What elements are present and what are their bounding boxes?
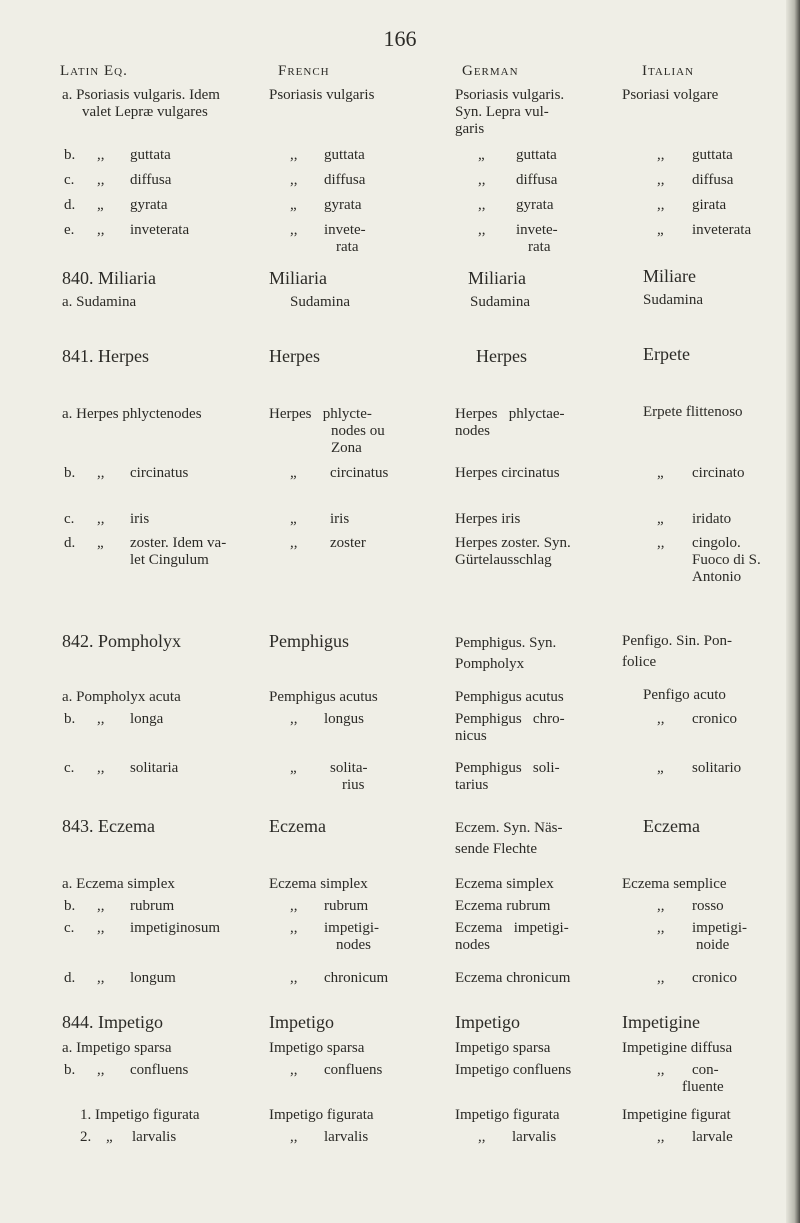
italian-term: inveterata (692, 222, 752, 238)
italian-term: Erpete flittenoso (643, 404, 743, 420)
ditto-mark: „ (290, 760, 297, 776)
ditto-mark: ,, (478, 222, 486, 238)
latin-term: rubrum (130, 898, 175, 914)
german-term: gyrata (516, 197, 554, 213)
ditto-mark: ,, (657, 535, 665, 551)
ditto-mark: ,, (290, 147, 298, 163)
ditto-mark: ,, (97, 711, 105, 727)
german-term: Herpes (476, 346, 527, 366)
german-term: invete- rata (516, 222, 558, 255)
ditto-mark: ,, (657, 147, 665, 163)
ditto-mark: ,, (290, 1062, 298, 1078)
french-term: guttata (324, 147, 365, 163)
german-term: Pemphigus chro- nicus (455, 711, 565, 744)
ditto-mark: ,, (657, 172, 665, 188)
french-term: iris (330, 511, 350, 527)
latin-term: circinatus (130, 465, 189, 481)
latin-term: guttata (130, 147, 171, 163)
french-term: circinatus (330, 465, 389, 481)
header-french: French (278, 63, 330, 79)
latin-term: a. Impetigo sparsa (62, 1040, 172, 1056)
italian-term: diffusa (692, 172, 734, 188)
ditto-mark: ,, (478, 1129, 486, 1145)
ditto-mark: ,, (290, 898, 298, 914)
latin-term: diffusa (130, 172, 172, 188)
french-term: Pemphigus (269, 631, 350, 651)
table-row (62, 87, 220, 121)
italian-term: cronico (692, 970, 737, 986)
french-term: Psoriasis vulgaris (269, 87, 375, 103)
ditto-mark: ,, (97, 970, 105, 986)
row-mark: d. (64, 197, 76, 213)
ditto-mark: ,, (97, 898, 105, 914)
ditto-mark: ,, (290, 920, 298, 936)
ditto-mark: ,, (97, 511, 105, 527)
italian-term: cronico (692, 711, 737, 727)
ditto-mark: ,, (478, 172, 486, 188)
ditto-mark: „ (106, 1129, 113, 1145)
ditto-mark: ,, (290, 970, 298, 986)
ditto-mark: ,, (657, 898, 665, 914)
row-mark: c. (64, 511, 75, 527)
italian-term: Sudamina (643, 292, 703, 308)
latin-term: a. Psoriasis vulgaris. Idem (62, 87, 220, 103)
french-term: rubrum (324, 898, 369, 914)
ditto-mark: „ (290, 511, 297, 527)
italian-term: Miliare (643, 266, 696, 286)
french-term: Herpes phlycte- nodes ou Zona (269, 406, 385, 456)
latin-term: larvalis (132, 1129, 177, 1145)
french-term: longus (324, 711, 365, 727)
french-term: Miliaria (269, 268, 327, 288)
german-term: Impetigo (455, 1012, 520, 1032)
german-term: Eczema simplex (455, 876, 554, 892)
latin-term: impetiginosum (130, 920, 220, 936)
italian-term: Impetigine figurat (622, 1107, 731, 1123)
row-mark: d. (64, 535, 76, 551)
latin-term: a. Eczema simplex (62, 876, 175, 892)
ditto-mark: „ (657, 465, 664, 481)
french-term: Pemphigus acutus (269, 689, 378, 705)
ditto-mark: ,, (657, 920, 665, 936)
section-heading: 843. Eczema (62, 816, 155, 836)
french-term: Herpes (269, 346, 320, 366)
french-term: zoster (330, 535, 366, 551)
italian-term: Impetigine diffusa (622, 1040, 733, 1056)
italian-term: Impetigine (622, 1012, 700, 1032)
latin-term: inveterata (130, 222, 190, 238)
section-heading: 840. Miliaria (62, 268, 156, 288)
german-term: Herpes circinatus (455, 465, 560, 481)
french-term: Impetigo figurata (269, 1107, 374, 1123)
ditto-mark: ,, (97, 147, 105, 163)
french-term: Sudamina (290, 294, 350, 310)
ditto-mark: ,, (290, 535, 298, 551)
italian-term: con- fluente (682, 1062, 724, 1095)
ditto-mark: ,, (290, 711, 298, 727)
ditto-mark: „ (657, 222, 664, 238)
ditto-mark: ,, (290, 172, 298, 188)
latin-term: a. Pompholyx acuta (62, 689, 181, 705)
italian-term: larvale (692, 1129, 733, 1145)
ditto-mark: ,, (657, 1129, 665, 1145)
italian-term: Eczema semplice (622, 876, 727, 892)
italian-term: circinato (692, 465, 745, 481)
page-number: 166 (383, 26, 417, 51)
row-mark: c. (64, 760, 75, 776)
ditto-mark: ,, (97, 1062, 105, 1078)
french-term: invete- rata (324, 222, 366, 255)
row-mark: c. (64, 920, 75, 936)
italian-term: girata (692, 197, 727, 213)
section-heading: 842. Pompholyx (62, 631, 182, 651)
italian-term: rosso (692, 898, 724, 914)
italian-term: solitario (692, 760, 742, 776)
page-edge-shadow (786, 0, 800, 1223)
french-term: Eczema simplex (269, 876, 368, 892)
german-term: Impetigo figurata (455, 1107, 560, 1123)
italian-term: cingolo. Fuoco di S. Antonio (692, 535, 761, 585)
latin-term: solitaria (130, 760, 179, 776)
ditto-mark: ,, (657, 197, 665, 213)
ditto-mark: ,, (290, 1129, 298, 1145)
ditto-mark: „ (97, 535, 104, 551)
latin-term: longa (130, 711, 164, 727)
row-mark: d. (64, 970, 76, 986)
german-term: Eczema rubrum (455, 898, 551, 914)
latin-term-cont: valet Lepræ vulgares (82, 104, 208, 120)
row-mark: c. (64, 172, 75, 188)
italian-term: Psoriasi volgare (622, 87, 719, 103)
french-term: diffusa (324, 172, 366, 188)
german-term: Miliaria (468, 268, 526, 288)
latin-term: a. Herpes phlyctenodes (62, 406, 202, 422)
row-mark: e. (64, 222, 75, 238)
german-term: larvalis (512, 1129, 557, 1145)
header-german: German (462, 63, 519, 79)
french-term: Impetigo (269, 1012, 334, 1032)
german-term: Psoriasis vulgaris. Syn. Lepra vul- garis (455, 87, 565, 137)
ditto-mark: „ (478, 147, 485, 163)
row-mark: b. (64, 147, 76, 163)
ditto-mark: ,, (97, 920, 105, 936)
german-term: Impetigo sparsa (455, 1040, 551, 1056)
italian-term: Penfigo acuto (643, 687, 726, 703)
german-term: Herpes phlyctae- nodes (455, 406, 565, 439)
german-term: diffusa (516, 172, 558, 188)
ditto-mark: ,, (657, 1062, 665, 1078)
german-term: Eczema impetigi- nodes (455, 920, 569, 953)
german-term: Herpes zoster. Syn. Gürtelausschlag (455, 535, 571, 568)
row-mark: b. (64, 1062, 76, 1078)
german-term: Herpes iris (455, 511, 521, 527)
ditto-mark: „ (97, 197, 104, 213)
ditto-mark: „ (290, 197, 297, 213)
italian-term: guttata (692, 147, 733, 163)
french-term: impetigi- nodes (324, 920, 379, 953)
german-term: guttata (516, 147, 557, 163)
french-term: Impetigo sparsa (269, 1040, 365, 1056)
german-term: Pemphigus acutus (455, 689, 564, 705)
french-term: larvalis (324, 1129, 369, 1145)
ditto-mark: „ (290, 465, 297, 481)
ditto-mark: ,, (657, 970, 665, 986)
latin-term: iris (130, 511, 150, 527)
row-mark: 2. (80, 1129, 92, 1145)
ditto-mark: ,, (97, 465, 105, 481)
ditto-mark: ,, (97, 760, 105, 776)
section-heading: 844. Impetigo (62, 1012, 163, 1032)
italian-term: iridato (692, 511, 732, 527)
ditto-mark: ,, (478, 197, 486, 213)
latin-term: longum (130, 970, 176, 986)
ditto-mark: ,, (290, 222, 298, 238)
header-latin: Latin Eq. (60, 63, 128, 79)
ditto-mark: ,, (657, 711, 665, 727)
latin-term: 1. Impetigo figurata (80, 1107, 200, 1123)
latin-term: gyrata (130, 197, 168, 213)
german-term: Eczem. Syn. Näs- sende Flechte (455, 820, 563, 857)
german-term: Impetigo confluens (455, 1062, 572, 1078)
french-term: gyrata (324, 197, 362, 213)
row-mark: b. (64, 465, 76, 481)
italian-term: Penfigo. Sin. Pon- folice (622, 633, 733, 670)
row-mark: b. (64, 711, 76, 727)
french-term: confluens (324, 1062, 383, 1078)
italian-term: impetigi- noide (692, 920, 747, 953)
section-heading: 841. Herpes (62, 346, 149, 366)
german-term: Sudamina (470, 294, 530, 310)
french-term: Eczema (269, 816, 326, 836)
german-term: Pemphigus soli- tarius (455, 760, 560, 793)
ditto-mark: ,, (97, 222, 105, 238)
french-term: chronicum (324, 970, 389, 986)
french-term: solita- rius (330, 760, 368, 793)
italian-term: Eczema (643, 816, 700, 836)
german-term: Pemphigus. Syn. Pompholyx (455, 635, 557, 672)
german-term: Eczema chronicum (455, 970, 571, 986)
ditto-mark: ,, (97, 172, 105, 188)
italian-term: Erpete (643, 344, 690, 364)
latin-term: zoster. Idem va- let Cingulum (130, 535, 227, 568)
ditto-mark: „ (657, 511, 664, 527)
latin-term: confluens (130, 1062, 189, 1078)
latin-term: a. Sudamina (62, 294, 137, 310)
ditto-mark: „ (657, 760, 664, 776)
header-italian: Italian (642, 63, 695, 79)
row-mark: b. (64, 898, 76, 914)
